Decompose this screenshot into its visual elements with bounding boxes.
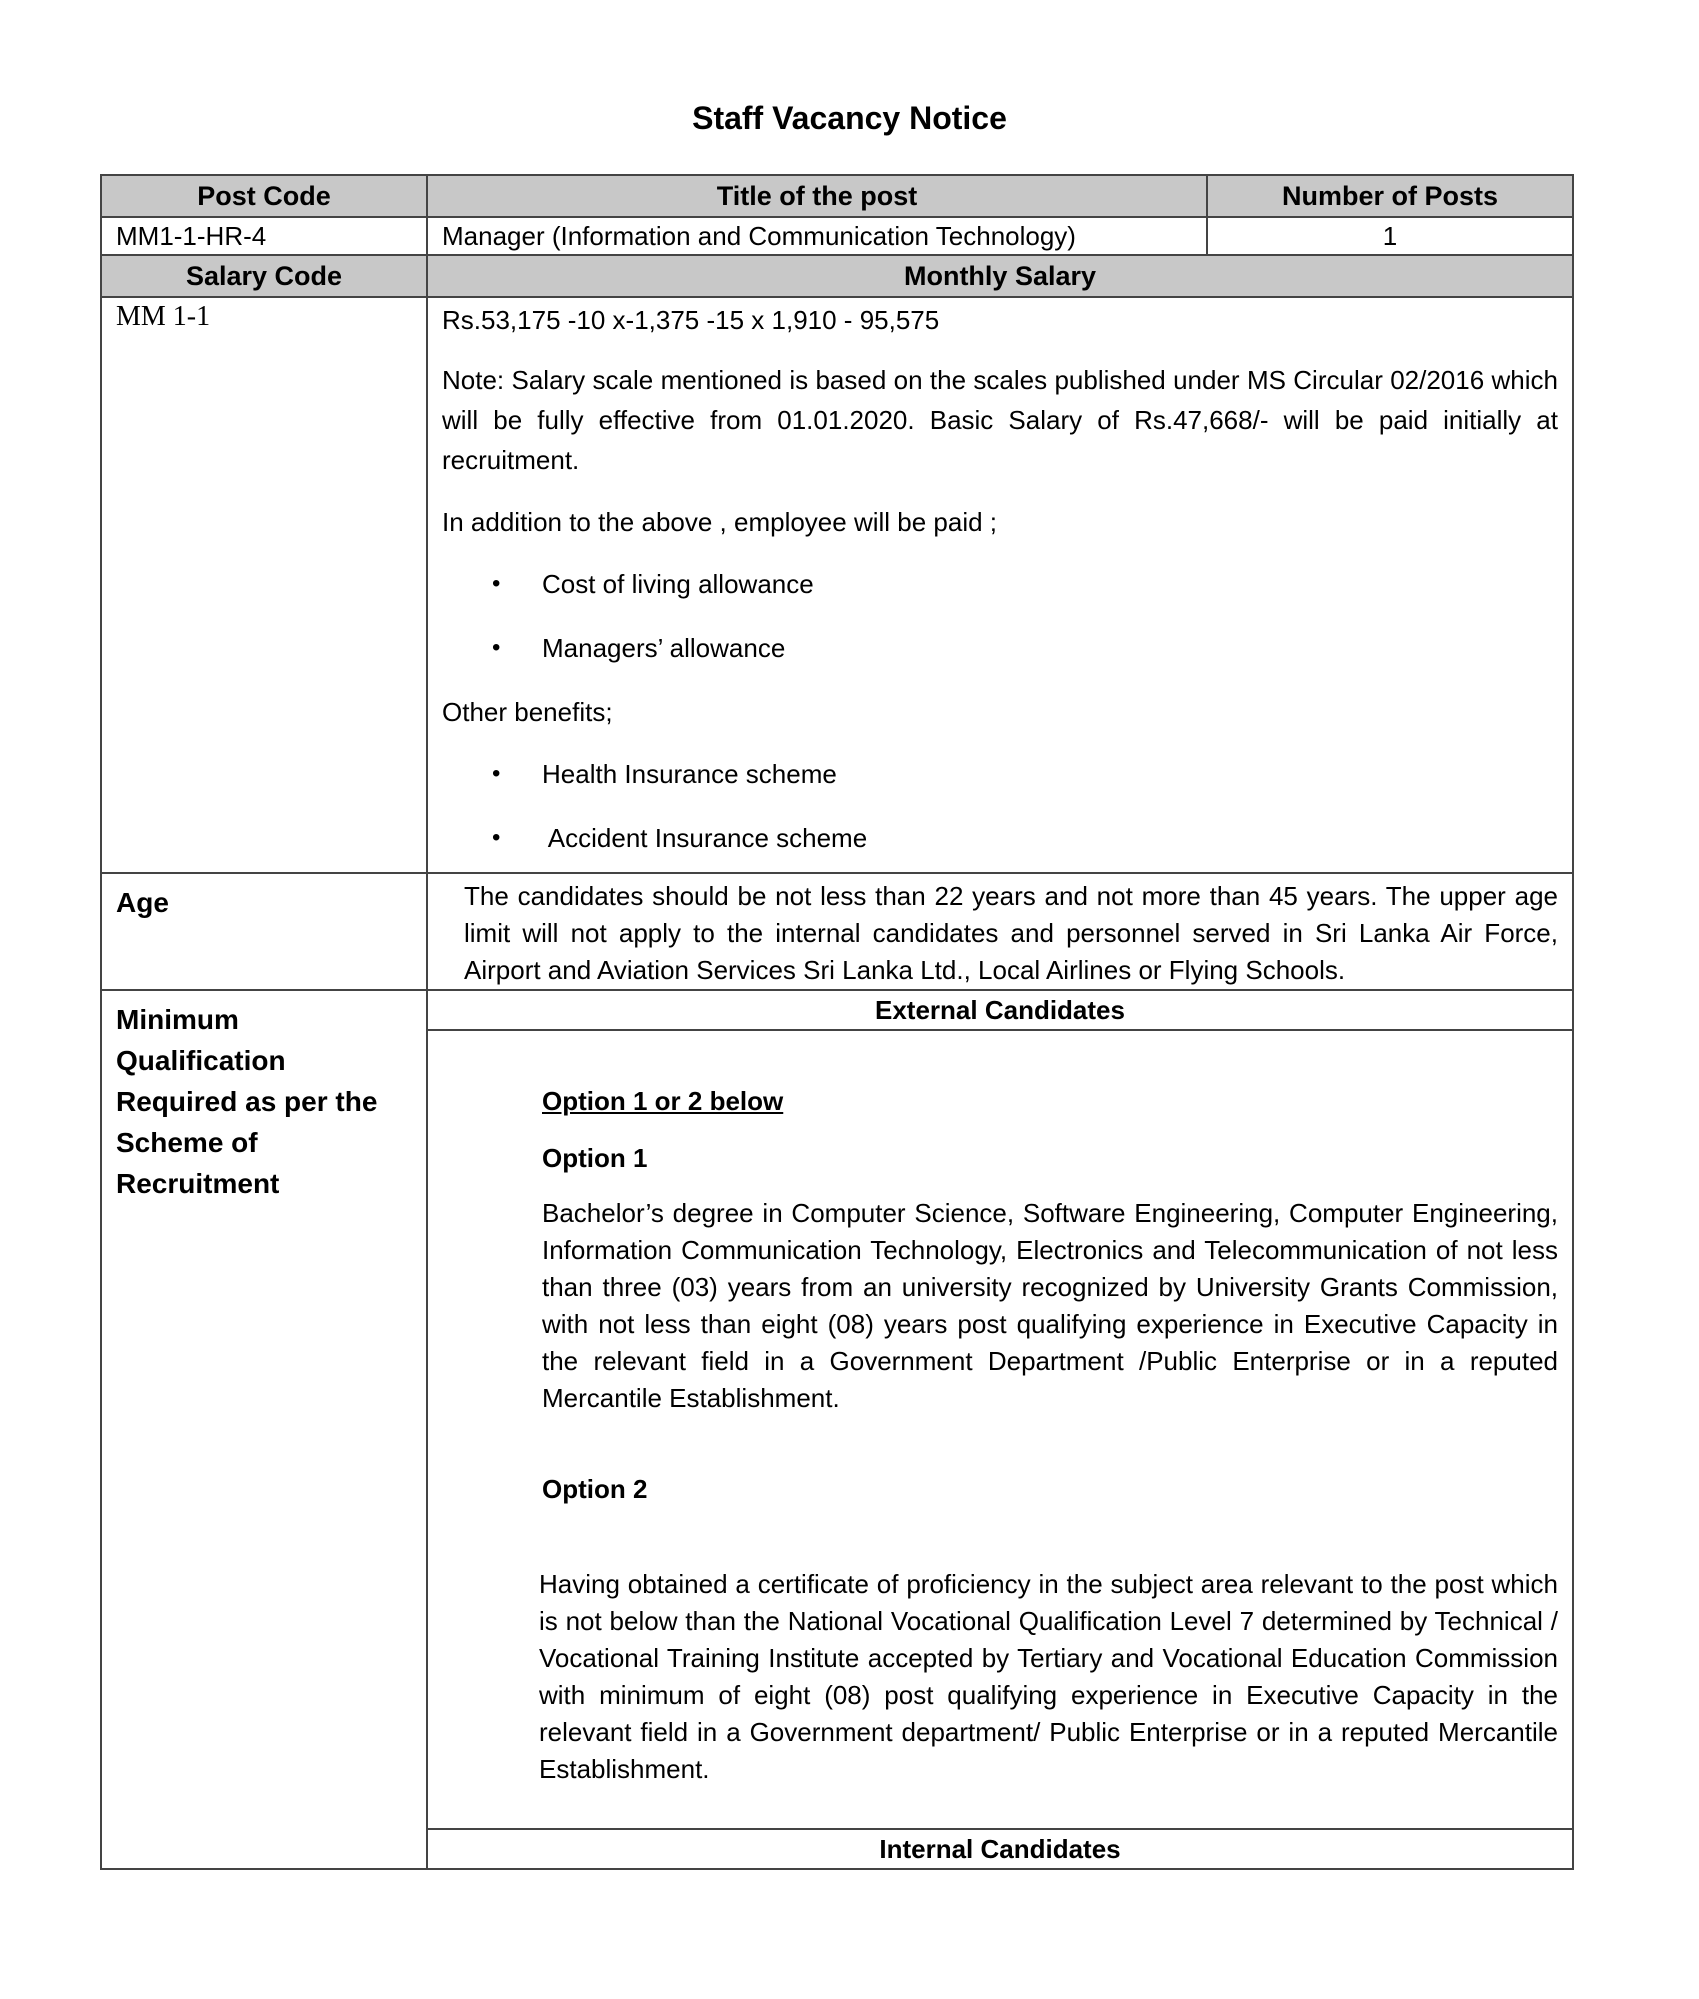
post-code: MM1-1-HR-4 [102,218,428,254]
number-of-posts-header: Number of Posts [1206,176,1572,216]
post-header-row [102,176,1572,218]
salary-note: Note: Salary scale mentioned is based on the scales published under MS Circular 02/2016 which will be fully effective from 01.01.2020. Basic Salary of Rs.47,668/- will be paid initially at recruitment. [442,365,1558,475]
monthly-salary-header: Monthly Salary [428,256,1572,296]
allowance-intro: In addition to the above , employee will be paid ; [442,507,998,537]
list-item: • Accident Insurance scheme [542,818,1558,858]
external-candidates-header: External Candidates [428,991,1572,1031]
external-qualifications [428,1031,1572,1828]
bullet-icon: • [492,760,501,787]
salary-header-row [102,256,1572,298]
option2-label: Option 2 [542,1474,648,1504]
post-title-header: Title of the post [428,176,1206,216]
qualification-label: Minimum Qualification Required as per the Scheme of Recruitment [102,991,428,1868]
qualification-details [428,991,1572,1868]
options-heading: Option 1 or 2 below [542,1086,784,1116]
bullet-icon: • [492,570,501,597]
salary-code-header: Salary Code [102,256,428,296]
salary-code: MM 1-1 [116,301,211,332]
option1-label: Option 1 [542,1143,648,1173]
list-item: • Managers’ allowance [542,628,1558,668]
bullet-icon: • [492,824,501,851]
salary-details [428,298,1572,872]
vacancy-table [100,174,1574,1870]
number-of-posts: 1 [1206,218,1572,254]
salary-scale: Rs.53,175 -10 x-1,375 -15 x 1,910 - 95,575 [442,305,940,335]
age-text: The candidates should be not less than 22 years and not more than 45 years. The upper age limit will not apply to the internal candidates and personnel served in Sri Lanka Air Force, Airport and Aviation Services Sri Lanka Ltd., Local Airlines or Flying Schools. [464,881,1558,985]
age-row [102,874,1572,991]
list-item: • Health Insurance scheme [542,754,1558,794]
post-code-header: Post Code [102,176,428,216]
allowance-list [442,564,1558,668]
list-item: • Cost of living allowance [542,564,1558,604]
qualification-row [102,991,1572,1868]
option1-text: Bachelor’s degree in Computer Science, Software Engineering, Computer Engineering, Information Communication Technology, Electronics and Telecommunication of not less than three (03) years from an university recognized by University Grants Commission, with not less than eight (08) years post qualifying experience in Executive Capacity in the relevant field in a Government Department /Public Enterprise or in a reputed Mercantile Establishment. [542,1198,1558,1413]
option2-text: Having obtained a certificate of proficiency in the subject area relevant to the post which is not below than the National Vocational Qualification Level 7 determined by Technical / Vocational Training Institute accepted by Tertiary and Vocational Education Commission with minimum of eight (08) post qualifying experience in Executive Capacity in the relevant field in a Government department/ Public Enterprise or in a reputed Mercantile Establishment. [539,1569,1558,1784]
salary-row [102,298,1572,874]
bullet-icon: • [492,634,501,661]
benefits-intro: Other benefits; [442,697,613,727]
post-title: Manager (Information and Communication Technology) [442,221,1076,251]
page-title: Staff Vacancy Notice [692,100,1007,136]
benefits-list [442,754,1558,858]
internal-candidates-header: Internal Candidates [428,1828,1572,1868]
post-row [102,218,1572,256]
age-label: Age [102,874,428,989]
salary-code-cell [102,298,428,872]
